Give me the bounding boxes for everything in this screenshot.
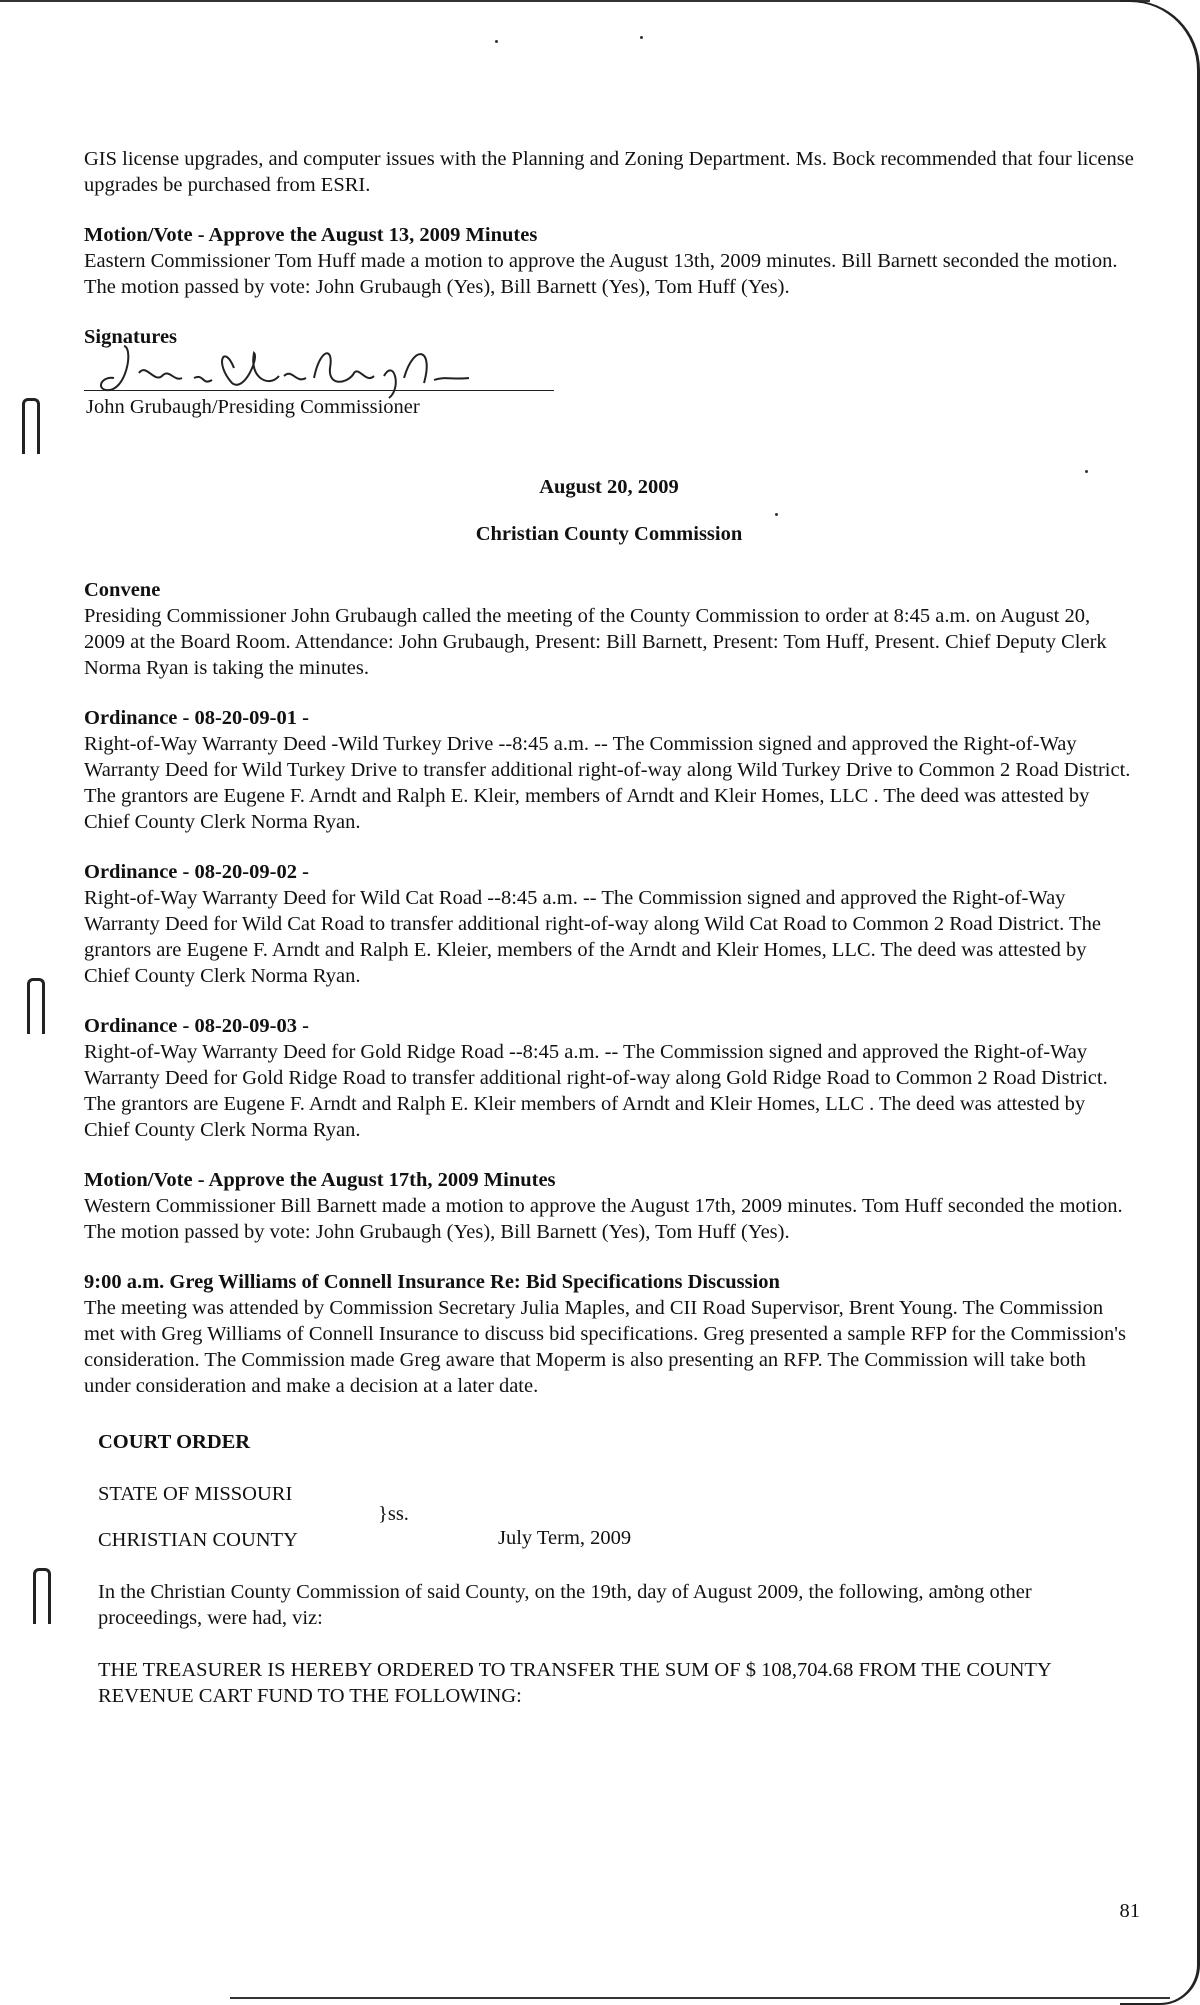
ordinance-heading: Ordinance - 08-20-09-01 - <box>84 706 309 729</box>
scan-top-edge <box>0 0 1150 2</box>
court-order-section <box>84 1429 1134 1709</box>
ordinance-text: Right-of-Way Warranty Deed -Wild Turkey Drive --8:45 a.m. -- The Commission signed and approved the Right-of-Way Warranty Deed for Wild Turkey Drive to transfer additional right-of-way along Wild Turkey Drive to Common 2 Road District. The grantors are Eugene F. Arndt and Ralph E. Kleir, members of Arndt and Kleir Homes, LLC . The deed was attested by Chief County Clerk Norma Ryan. <box>84 732 1131 833</box>
ordinance-section <box>84 1013 1134 1143</box>
discussion-text: The meeting was attended by Commission Secretary Julia Maples, and CII Road Supervisor, Brent Young. The Commission met with Greg Williams of Connell Insurance to discuss bid specifications. Greg presented a sample RFP for the Commission's consideration. The Commission made Greg aware that Moperm is also presenting an RFP. The Commission will take both under consideration and make a decision at a later date. <box>84 1296 1126 1397</box>
motion-text: Western Commissioner Bill Barnett made a motion to approve the August 17th, 2009 minutes. Tom Huff seconded the motion. The motion passed by vote: John Grubaugh (Yes), Bill Barnett (Yes), Tom Huff (Yes). <box>84 1194 1123 1243</box>
discussion-heading: 9:00 a.m. Greg Williams of Connell Insurance Re: Bid Specifications Discussion <box>84 1270 780 1293</box>
convene-heading: Convene <box>84 578 161 601</box>
ordinance-heading: Ordinance - 08-20-09-02 - <box>84 860 309 883</box>
convene-section <box>84 577 1134 681</box>
ordinance-section <box>84 859 1134 989</box>
binder-mark-1 <box>22 398 40 454</box>
venue-state: STATE OF MISSOURI <box>98 1482 293 1505</box>
court-order-intro: In the Christian County Commission of said County, on the 19th, day of August 2009, the following, among other proceedings, were had, viz: <box>98 1580 1032 1629</box>
court-order-directive: THE TREASURER IS HEREBY ORDERED TO TRANSFER THE SUM OF $ 108,704.68 FROM THE COUNTY REVENUE CART FUND TO THE FOLLOWING: <box>98 1658 1051 1707</box>
scan-speck <box>640 36 643 39</box>
signature-line <box>84 390 554 391</box>
meeting-body: Christian County Commission <box>475 522 743 545</box>
motion-section-1 <box>84 222 1134 300</box>
ordinance-heading: Ordinance - 08-20-09-03 - <box>84 1014 309 1037</box>
convene-text: Presiding Commissioner John Grubaugh called the meeting of the County Commission to order at 8:45 a.m. on August 20, 2009 at the Board Room. Attendance: John Grubaugh, Present: Bill Barnett, Present: Tom Huff, Present. Chief Deputy Clerk Norma Ryan is taking the minutes. <box>84 604 1107 679</box>
page-number: 81 <box>1119 1900 1140 1922</box>
scan-bottom-edge <box>230 1997 1170 1999</box>
ordinance-text: Right-of-Way Warranty Deed for Gold Ridge Road --8:45 a.m. -- The Commission signed and approved the Right-of-Way Warranty Deed for Gold Ridge Road to transfer additional right-of-way along Gold Ridge Road to Common 2 Road District. The grantors are Eugene F. Arndt and Ralph E. Kleir members of Arndt and Kleir Homes, LLC . The deed was attested by Chief County Clerk Norma Ryan. <box>84 1040 1108 1141</box>
binder-mark-2 <box>27 978 45 1034</box>
minutes-body <box>84 146 1134 1733</box>
ordinance-text: Right-of-Way Warranty Deed for Wild Cat Road --8:45 a.m. -- The Commission signed and approved the Right-of-Way Warranty Deed for Wild Cat Road to transfer additional right-of-way along Wild Cat Road to Common 2 Road District. The grantors are Eugene F. Arndt and Ralph E. Kleier, members of the Arndt and Kleir Homes, LLC. The deed was attested by Chief County Clerk Norma Ryan. <box>84 886 1101 987</box>
meeting-date: August 20, 2009 <box>539 476 679 498</box>
court-term: July Term, 2009 <box>498 1526 632 1549</box>
motion-text: Eastern Commissioner Tom Huff made a motion to approve the August 13th, 2009 minutes. Bill Barnett seconded the motion. The motion passed by vote: John Grubaugh (Yes), Bill Barnett (Yes), Tom Huff (Yes). <box>84 250 1118 298</box>
venue-ss: }ss. <box>378 1502 409 1525</box>
binder-mark-3 <box>33 1568 51 1624</box>
motion-section-2 <box>84 1167 1134 1245</box>
venue-county: CHRISTIAN COUNTY <box>98 1528 298 1551</box>
signatures-heading: Signatures <box>84 326 178 348</box>
discussion-section <box>84 1269 1134 1399</box>
continuation-text: GIS license upgrades, and computer issues with the Planning and Zoning Department. Ms. Bock recommended that four license upgrades be purchased from ESRI. <box>84 148 1134 196</box>
signature-block <box>84 350 1134 440</box>
motion-heading: Motion/Vote - Approve the August 13, 2009 Minutes <box>84 224 538 246</box>
signatures-section <box>84 324 1134 440</box>
court-order-heading: COURT ORDER <box>98 1430 251 1453</box>
ordinance-section <box>84 705 1134 835</box>
venue-block <box>98 1481 1134 1555</box>
motion-heading: Motion/Vote - Approve the August 17th, 2009 Minutes <box>84 1168 556 1191</box>
meeting-header <box>84 474 1134 547</box>
signatory-name: John Grubaugh/Presiding Commissioner <box>86 396 420 418</box>
scan-speck <box>495 40 498 43</box>
